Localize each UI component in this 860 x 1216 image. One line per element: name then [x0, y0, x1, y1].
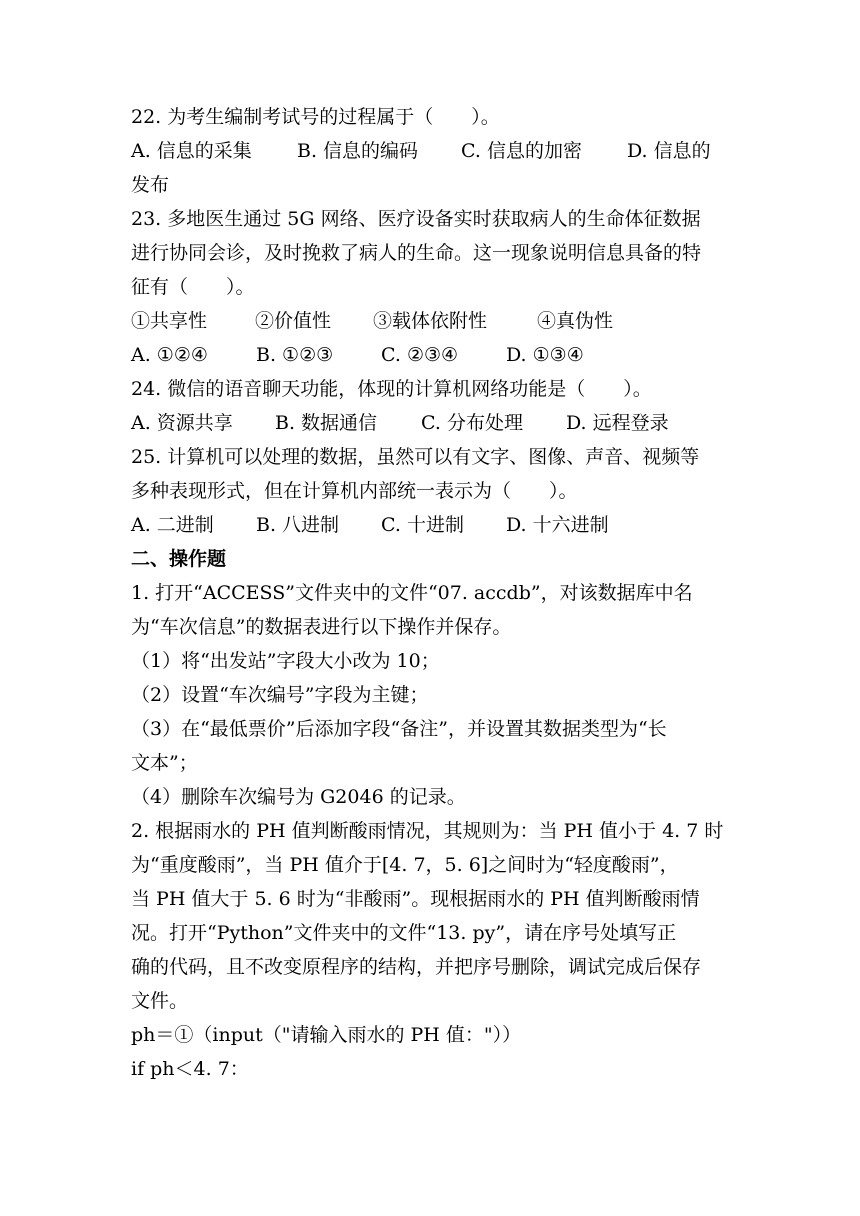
q24-option-c: C. 分布处理: [421, 412, 523, 434]
q22-option-d-wrap: 发布: [131, 174, 170, 196]
q25-option-d: D. 十六进制: [506, 514, 609, 536]
op2-line-2: 为“重度酸雨”，当 PH 值介于[4. 7，5. 6]之间时为“轻度酸雨”，: [131, 854, 679, 876]
q24-options: [131, 411, 741, 435]
q24-option-a: A. 资源共享: [131, 412, 233, 434]
q24-option-b: B. 数据通信: [275, 412, 378, 434]
q25-option-b: B. 八进制: [256, 514, 340, 536]
q23-stem-line-2: 进行协同会诊，及时挽救了病人的生命。这一现象说明信息具备的特: [131, 242, 702, 264]
q23-options: [131, 343, 741, 367]
op1-step-3: （3）在“最低票价”后添加字段“备注”，并设置其数据类型为“长: [131, 718, 667, 740]
q22-options: [131, 139, 741, 163]
op2-line-6: 文件。: [131, 990, 189, 1012]
q22-option-c: C. 信息的加密: [461, 140, 582, 162]
q23-option-a: A. ①②④: [131, 344, 208, 366]
q23-stem-line-1: 23. 多地医生通过 5G 网络、医疗设备实时获取病人的生命体征数据: [131, 208, 701, 230]
op2-line-5: 确的代码，且不改变原程序的结构，并把序号删除，调试完成后保存: [131, 956, 702, 978]
q23-option-b: B. ①②③: [256, 344, 334, 366]
section-title: 二、操作题: [131, 548, 227, 570]
q24-option-d: D. 远程登录: [566, 412, 669, 434]
q25-stem-line-2: 多种表现形式，但在计算机内部统一表示为（ ）。: [131, 480, 578, 502]
q23-items: [131, 309, 741, 333]
q23-item-1: ①共享性: [131, 310, 208, 332]
op1-step-4: （4）删除车次编号为 G2046 的记录。: [131, 786, 466, 808]
op1-line-2: 为“车次信息”的数据表进行以下操作并保存。: [131, 616, 512, 638]
q24-stem: 24. 微信的语音聊天功能，体现的计算机网络功能是（ ）。: [131, 378, 652, 400]
q22-option-b: B. 信息的编码: [297, 140, 419, 162]
q22-option-d: D. 信息的: [627, 140, 711, 162]
op2-line-4: 况。打开“Python”文件夹中的文件“13. py”，请在序号处填写正: [131, 922, 677, 944]
op1-line-1: 1. 打开“ACCESS”文件夹中的文件“07. accdb”，对该数据库中名: [131, 582, 693, 604]
code-line-1: ph＝①（input（"请输入雨水的 PH 值："））: [131, 1024, 522, 1046]
op2-line-3: 当 PH 值大于 5. 6 时为“非酸雨”。现根据雨水的 PH 值判断酸雨情: [131, 888, 700, 910]
q25-options: [131, 513, 741, 537]
op1-step-3-wrap: 文本”；: [131, 752, 198, 774]
q23-option-c: C. ②③④: [381, 344, 459, 366]
q23-stem-line-3: 征有（ ）。: [131, 276, 255, 298]
q23-item-4: ④真伪性: [537, 310, 614, 332]
code-line-2: if ph＜4. 7：: [131, 1058, 249, 1080]
q25-stem-line-1: 25. 计算机可以处理的数据，虽然可以有文字、图像、声音、视频等: [131, 446, 700, 468]
q22-option-a: A. 信息的采集: [131, 140, 252, 162]
q25-option-c: C. 十进制: [381, 514, 464, 536]
q22-stem: 22. 为考生编制考试号的过程属于（ ）。: [131, 106, 500, 128]
op1-step-1: （1）将“出发站”字段大小改为 10；: [131, 650, 440, 672]
op1-step-2: （2）设置“车次编号”字段为主键；: [131, 684, 429, 706]
q23-item-3: ③载体依附性: [373, 310, 488, 332]
op2-line-1: 2. 根据雨水的 PH 值判断酸雨情况，其规则为：当 PH 值小于 4. 7 时: [131, 820, 724, 842]
q23-option-d: D. ①③④: [506, 344, 584, 366]
q23-item-2: ②价值性: [255, 310, 332, 332]
q25-option-a: A. 二进制: [131, 514, 214, 536]
